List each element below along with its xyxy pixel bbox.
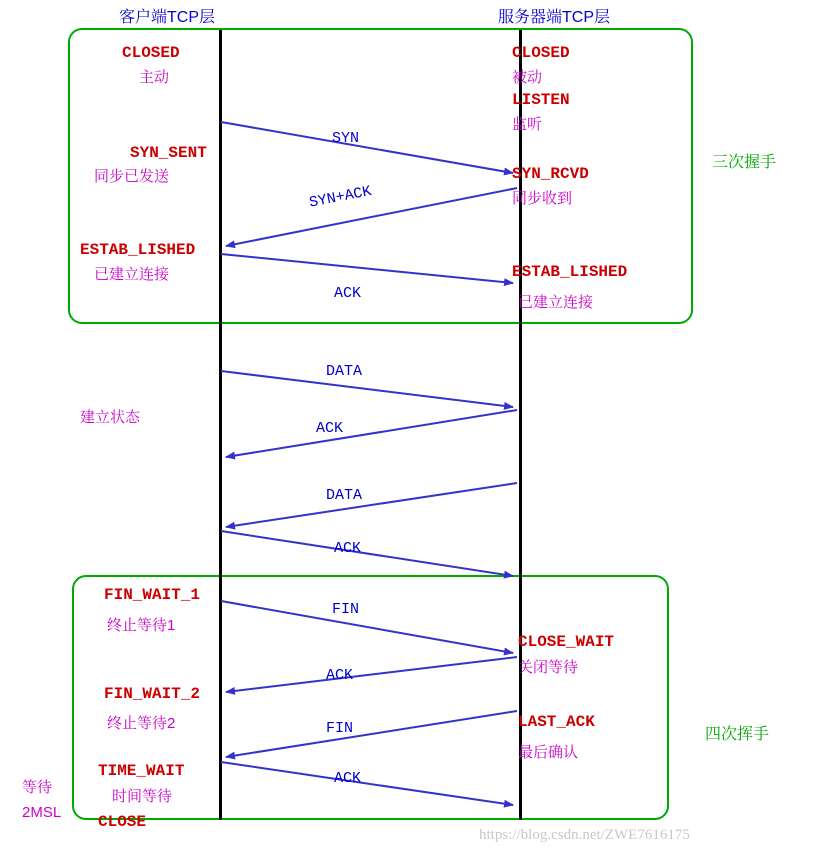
message-label-ack-4: ACK [326, 667, 354, 684]
server-state-last-ack-cn: 最后确认 [518, 744, 579, 761]
server-title: 服务器端TCP层 [498, 9, 611, 26]
arrow-data-2 [226, 483, 517, 527]
arrow-ack-3 [221, 531, 513, 576]
message-label-ack-2: ACK [316, 420, 344, 437]
side-note-established: 建立状态 [80, 409, 141, 426]
message-label-fin-1: FIN [332, 601, 360, 618]
client-state-established: ESTAB_LISHED [80, 241, 196, 259]
server-state-closed-cn: 被动 [512, 69, 543, 86]
server-state-syn-rcvd: SYN_RCVD [512, 165, 589, 183]
server-state-listen-cn: 监听 [512, 116, 543, 133]
client-state-time-wait-cn: 时间等待 [112, 788, 173, 805]
client-state-syn-sent-cn: 同步已发送 [94, 168, 170, 185]
arrow-ack-2 [226, 410, 517, 457]
client-lifeline [219, 30, 222, 820]
server-state-last-ack: LAST_ACK [518, 713, 595, 731]
message-label-ack-1: ACK [334, 285, 362, 302]
message-label-ack-5: ACK [334, 770, 362, 787]
client-state-closed-cn: 主动 [139, 69, 170, 86]
server-state-close-wait-cn: 关闭等待 [518, 659, 579, 676]
client-state-time-wait: TIME_WAIT [98, 762, 185, 780]
server-lifeline [519, 30, 522, 820]
message-label-ack-3: ACK [334, 540, 362, 557]
side-note-2msl: 2MSL [22, 804, 62, 821]
server-state-closed: CLOSED [512, 44, 570, 62]
client-state-close: CLOSE [98, 813, 147, 831]
server-state-close-wait: CLOSE_WAIT [518, 633, 615, 651]
message-label-syn: SYN [332, 130, 360, 147]
server-state-established: ESTAB_LISHED [512, 263, 628, 281]
server-state-listen: LISTEN [512, 91, 570, 109]
message-label-fin-2: FIN [326, 720, 354, 737]
message-label-data-2: DATA [326, 487, 363, 504]
message-label-syn-ack: SYN+ACK [307, 182, 373, 212]
client-state-fin-wait-1-cn: 终止等待1 [107, 617, 176, 634]
group-label-teardown: 四次挥手 [705, 726, 770, 743]
message-label-data-1: DATA [326, 363, 363, 380]
client-state-closed: CLOSED [122, 44, 180, 62]
server-state-established-cn: 已建立连接 [518, 294, 594, 311]
arrow-data-1 [221, 371, 513, 407]
side-note-wait: 等待 [22, 779, 53, 796]
group-label-handshake: 三次握手 [712, 154, 777, 171]
client-state-fin-wait-2-cn: 终止等待2 [107, 715, 176, 732]
client-state-fin-wait-2: FIN_WAIT_2 [104, 685, 201, 703]
client-state-syn-sent: SYN_SENT [130, 144, 207, 162]
client-title: 客户端TCP层 [119, 9, 216, 26]
client-state-established-cn: 已建立连接 [94, 266, 170, 283]
server-state-syn-rcvd-cn: 同步收到 [512, 190, 573, 207]
client-state-fin-wait-1: FIN_WAIT_1 [104, 586, 201, 604]
watermark: https://blog.csdn.net/ZWE7616175 [479, 827, 690, 843]
